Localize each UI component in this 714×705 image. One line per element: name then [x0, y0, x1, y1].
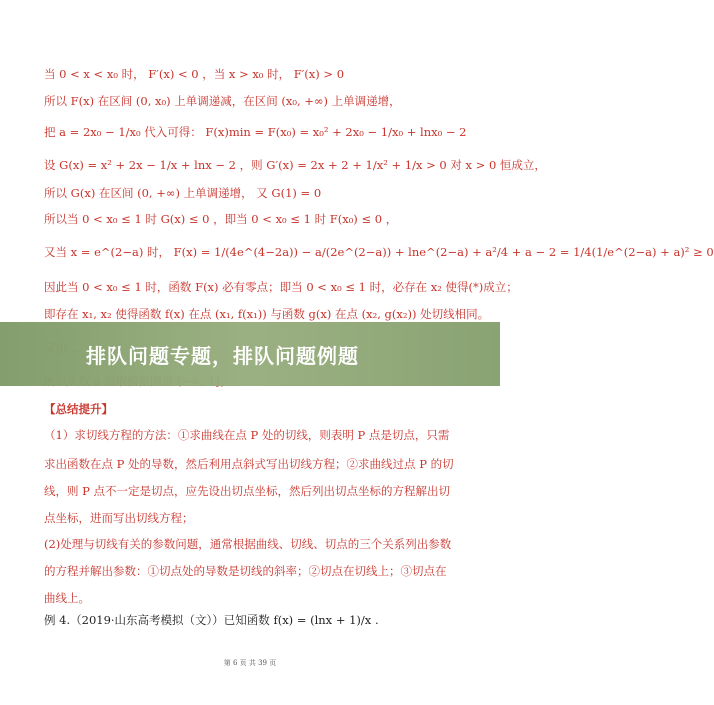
- doc-line-2: 所以 F(x) 在区间 (0, x₀) 上单调递减，在区间 (x₀, +∞) 上单调递增，: [44, 94, 401, 108]
- summary-line-5: (2)处理与切线有关的参数问题，通常根据曲线、切线、切点的三个关系列出参数: [44, 537, 452, 551]
- doc-line-3: 把 a = 2x₀ − 1/x₀ 代入可得： F(x)min = F(x₀) = x₀² + 2x₀ − 1/x₀ + lnx₀ − 2: [44, 125, 467, 139]
- summary-line-1: （1）求切线方程的方法：①求曲线在点 P 处的切线，则表明 P 点是切点，只需: [44, 428, 450, 442]
- doc-line-1: 当 0 < x < x₀ 时， F′(x) < 0 ，当 x > x₀ 时， F′(x) > 0: [44, 67, 345, 81]
- summary-line-7: 曲线上。: [44, 591, 90, 605]
- doc-line-5: 所以 G(x) 在区间 (0, +∞) 上单调递增， 又 G(1) = 0: [44, 186, 322, 200]
- example-heading: 例 4.（2019·山东高考模拟（文））已知函数 f(x) = (lnx + 1)/x .: [44, 613, 379, 627]
- doc-line-7: 又当 x = e^(2−a) 时， F(x) = 1/(4e^(4−2a)) − a/(2e^(2−a)) + lne^(2−a) + a²/4 + a − 2 = 1/4(1/e^(2−a) + a)² ≥ 0: [44, 245, 714, 259]
- banner-title: 排队问题专题，排队问题例题: [86, 344, 359, 368]
- summary-line-4: 点坐标，进而写出切线方程；: [44, 511, 194, 525]
- summary-line-2: 求出函数在点 P 处的导数，然后利用点斜式写出切线方程；②求曲线过点 P 的切: [44, 457, 454, 471]
- doc-line-8: 因此当 0 < x₀ ≤ 1 时，函数 F(x) 必有零点；即当 0 < x₀ ≤ 1 时，必存在 x₂ 使得(*)成立；: [44, 280, 518, 294]
- page-number: 第 6 页 共 39 页: [223, 659, 277, 667]
- doc-line-6: 所以当 0 < x₀ ≤ 1 时 G(x) ≤ 0 ，即当 0 < x₀ ≤ 1 时 F(x₀) ≤ 0 ，: [44, 212, 398, 226]
- doc-line-9: 即存在 x₁, x₂ 使得函数 f(x) 在点 (x₁, f(x₁)) 与函数 g(x) 在点 (x₂, g(x₂)) 处切线相同。: [44, 307, 490, 321]
- summary-line-3: 线，则 P 点不一定是切点，应先设出切点坐标，然后列出切点坐标的方程解出切: [44, 484, 451, 498]
- summary-title: 【总结提升】: [44, 402, 113, 416]
- doc-line-4: 设 G(x) = x² + 2x − 1/x + lnx − 2 ，则 G′(x) = 2x + 2 + 1/x² + 1/x > 0 对 x > 0 恒成立，: [44, 158, 546, 172]
- summary-line-6: 的方程并解出参数：①切点处的导数是切线的斜率；②切点在切线上；③切点在: [44, 564, 447, 578]
